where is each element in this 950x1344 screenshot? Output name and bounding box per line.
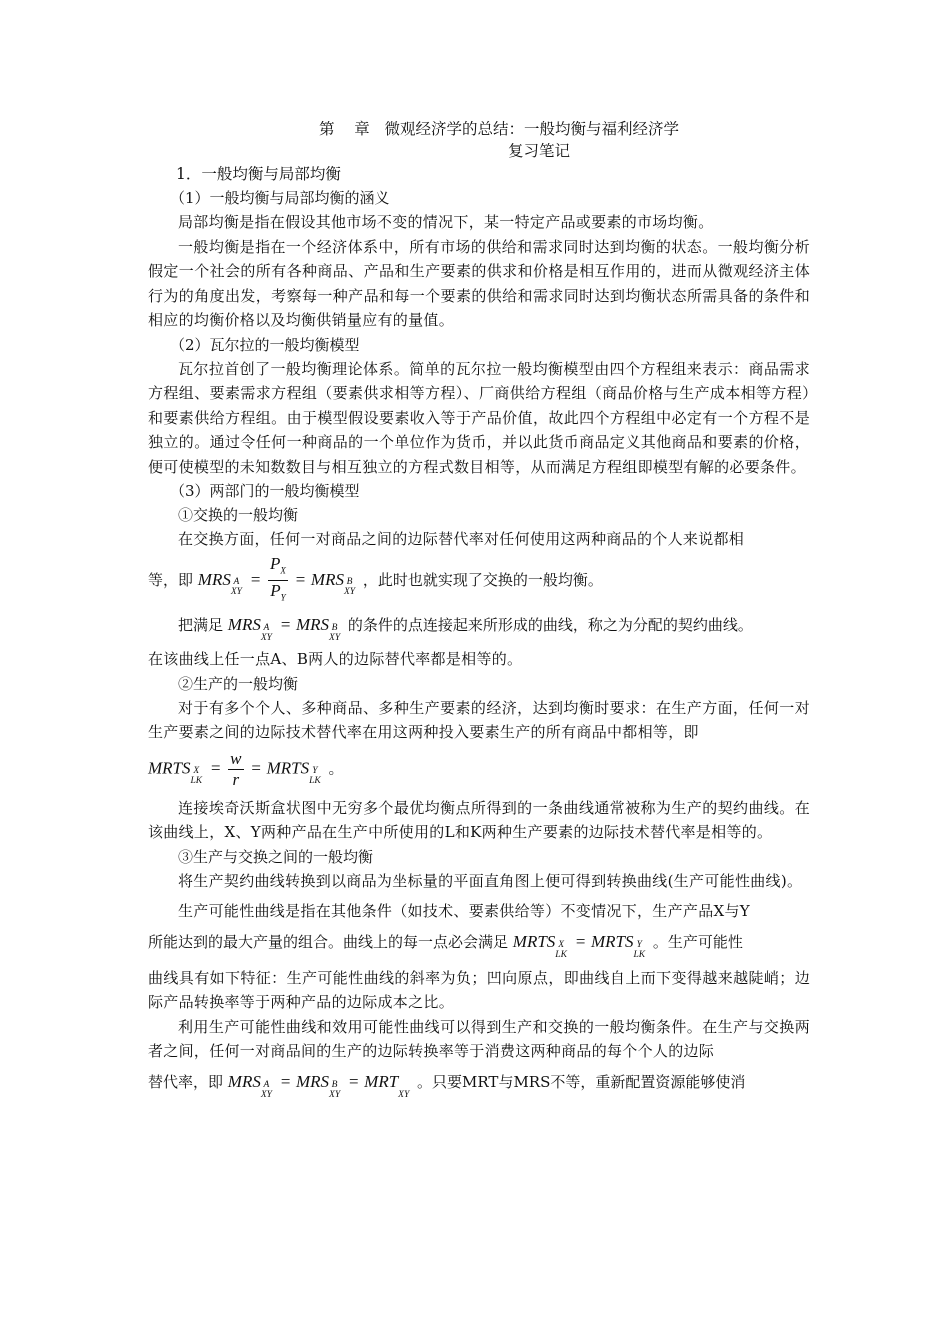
- price-ratio-fraction: $\frac{P_X}{P_Y}$: [268, 554, 288, 608]
- paragraph: 一般均衡是指在一个经济体系中，所有市场的供给和需求同时达到均衡的状态。一般均衡分析假定一个社会的所有各种商品、产品和生产要素的供求和价格是相互作用的，进而从微观经济主体行为的角度出发，考察每一种产品和每一个要素的供给和需求同时达到均衡状态所需具备的条件和相应的均衡价格以及均衡供销量应有的量值。: [148, 237, 810, 329]
- section-heading: 1．一般均衡与局部均衡: [176, 165, 341, 183]
- paragraph: 连接埃奇沃斯盒状图中无穷多个最优均衡点所得到的一条曲线通常被称为生产的契约曲线。在该曲线上，X、Y两种产品在生产中所使用的L和K两种生产要素的边际技术替代率是相等的。: [148, 798, 810, 842]
- subsection-heading: （1）一般均衡与局部均衡的涵义: [170, 189, 390, 207]
- page-title: 第 章 微观经济学的总结：一般均衡与福利经济学: [319, 120, 679, 138]
- document-page: [148, 118, 810, 1100]
- equation-line: 替代率，即 MRS A XY = MRS B XY = MRT XY 。只要MRT与MRS不等，重新配置资源能够使消: [148, 1071, 746, 1100]
- paragraph: 瓦尔拉首创了一般均衡理论体系。简单的瓦尔拉一般均衡模型由四个方程组来表示：商品需求方程组、要素需求方程组（要素供求相等方程）、厂商供给方程组（商品价格与生产成本相等方程）和要素供给方程组。由于模型假设要素收入等于产品价值，故此四个方程组中必定有一个方程不是独立的。通过令任何一种商品的一个单位作为货币，并以此货币商品定义其他商品和要素的价格，便可使模型的未知数数目与相互独立的方程式数目相等，从而满足方程组即模型有解的必要条件。: [148, 359, 810, 476]
- equation-line: MRTS X LK = $\frac{w}{r}$ = MRTS Y LK 。: [148, 748, 344, 789]
- paragraph: 在交换方面，任何一对商品之间的边际替代率对任何使用这两种商品的个人来说都相: [178, 530, 745, 548]
- paragraph: 将生产契约曲线转换到以商品为坐标量的平面直角图上便可得到转换曲线(生产可能性曲线)。: [178, 871, 803, 890]
- page-subtitle: 复习笔记: [507, 142, 570, 160]
- paragraph: 对于有多个个人、多种商品、多种生产要素的经济，达到均衡时要求：在生产方面，任何一对生产要素之间的边际技术替代率在用这两种投入要素生产的所有商品中都相等，即: [148, 698, 810, 742]
- sub-subsection-heading: ③生产与交换之间的一般均衡: [178, 847, 374, 866]
- subsection-heading: （3）两部门的一般均衡模型: [170, 482, 360, 500]
- equation-line: 所能达到的最大产量的组合。曲线上的每一点必会满足 MRTS X LK = MRTS Y LK 。生产可能性: [148, 931, 743, 960]
- paragraph: 生产可能性曲线是指在其他条件（如技术、要素供给等）不变情况下，生产产品X与Y: [178, 902, 750, 921]
- sub-subsection-heading: ②生产的一般均衡: [178, 674, 299, 693]
- wage-rent-fraction: $\frac{w}{r}$: [230, 748, 242, 789]
- sub-subsection-heading: ①交换的一般均衡: [178, 506, 299, 524]
- paragraph: 在该曲线上任一点A、B两人的边际替代率都是相等的。: [148, 650, 523, 669]
- paragraph: 曲线具有如下特征：生产可能性曲线的斜率为负；凹向原点，即曲线自上而下变得越来越陡峭；边际产品转换率等于两种产品的边际成本之比。: [148, 968, 810, 1012]
- subsection-heading: （2）瓦尔拉的一般均衡模型: [170, 335, 360, 354]
- equation-line: 等，即 MRS A XY = $\frac{P_X}{P_Y}$ = MRS B XY ，此时也就实现了交换的一般均衡。: [148, 554, 810, 608]
- paragraph: 利用生产可能性曲线和效用可能性曲线可以得到生产和交换的一般均衡条件。在生产与交换两者之间，任何一对商品间的生产的边际转换率等于消费这两种商品的每个个人的边际: [148, 1017, 810, 1061]
- equation-line: 把满足 MRS A XY = MRS B XY 的条件的点连接起来所形成的曲线，称之为分配的契约曲线。: [178, 615, 753, 644]
- paragraph: 局部均衡是指在假设其他市场不变的情况下，某一特定产品或要素的市场均衡。: [178, 213, 714, 231]
